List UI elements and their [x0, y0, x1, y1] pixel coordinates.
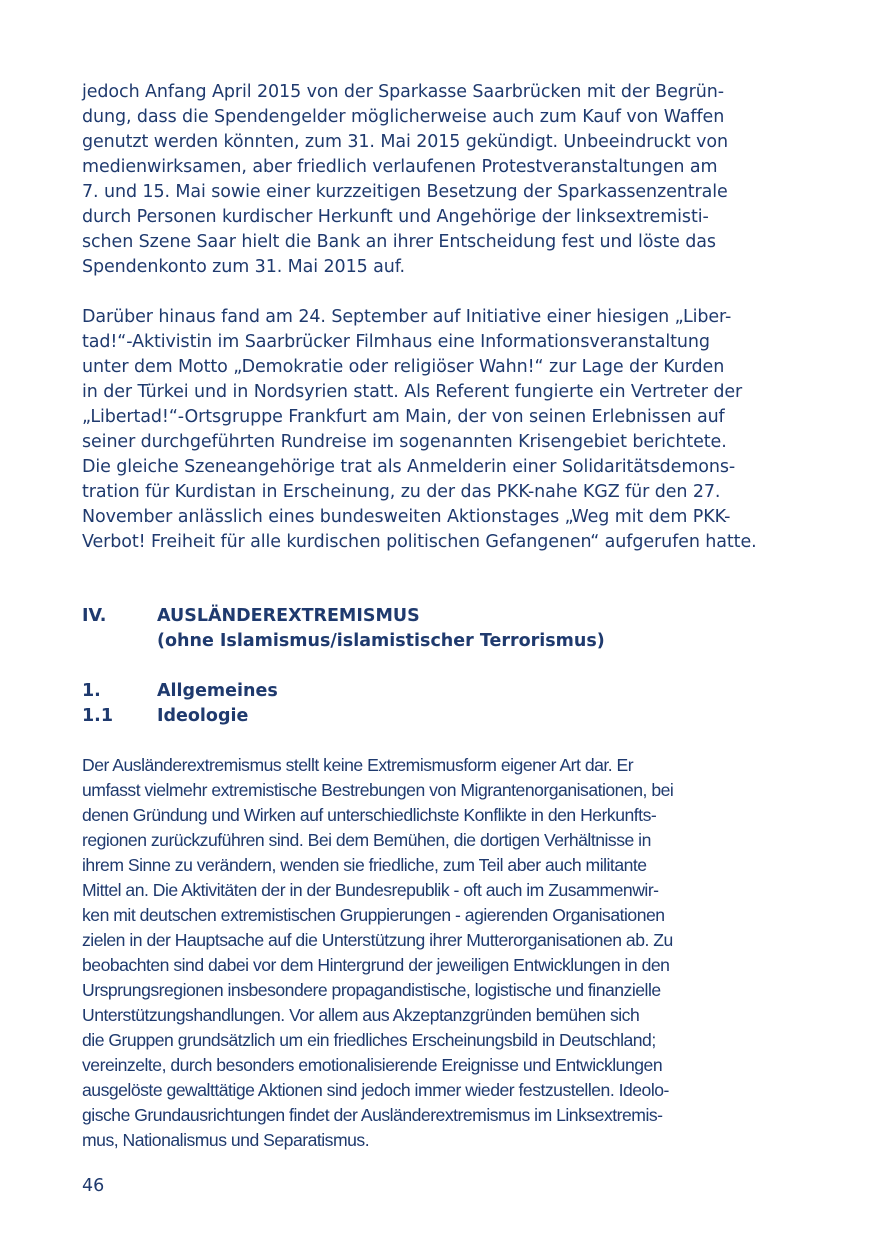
body-paragraph-1 — [82, 80, 728, 280]
body-paragraph-3 — [82, 753, 673, 1153]
text-line: ausgelöste gewalttätige Aktionen sind jedoch immer wieder festzustellen. Ideolo- — [82, 1080, 669, 1100]
section-heading — [82, 604, 420, 629]
subheading-number: 1.1 — [82, 706, 114, 726]
text-line: genutzt werden könnten, zum 31. Mai 2015 gekündigt. Unbeeindruckt von — [82, 132, 728, 152]
subheading-number: 1. — [82, 681, 101, 701]
text-line: Spendenkonto zum 31. Mai 2015 auf. — [82, 257, 405, 277]
subheading-title: Ideologie — [157, 706, 249, 726]
text-line: „Libertad!“-Ortsgruppe Frankfurt am Main, der von seinen Erlebnissen auf — [82, 407, 725, 427]
text-line: 7. und 15. Mai sowie einer kurzzeitigen Besetzung der Sparkassenzentrale — [82, 182, 728, 202]
text-line: Ursprungsregionen insbesondere propagandistische, logistische und finanzielle — [82, 980, 661, 1000]
text-line: die Gruppen grundsätzlich um ein friedliches Erscheinungsbild in Deutschland; — [82, 1030, 656, 1050]
text-line: schen Szene Saar hielt die Bank an ihrer Entscheidung fest und löste das — [82, 232, 716, 252]
text-line: durch Personen kurdischer Herkunft und Angehörige der linksextremisti- — [82, 207, 709, 227]
text-line: November anlässlich eines bundesweiten Aktionstages „Weg mit dem PKK- — [82, 507, 731, 527]
body-paragraph-2 — [82, 305, 757, 555]
text-line: dung, dass die Spendengelder möglicherweise auch zum Kauf von Waffen — [82, 107, 725, 127]
text-line: ken mit deutschen extremistischen Gruppierungen - agierenden Organisationen — [82, 905, 665, 925]
text-line: umfasst vielmehr extremistische Bestrebungen von Migrantenorganisationen, bei — [82, 780, 674, 800]
text-line: zielen in der Hauptsache auf die Unterstützung ihrer Mutterorganisationen ab. Zu — [82, 930, 673, 950]
text-line: Mittel an. Die Aktivitäten der in der Bundesrepublik - oft auch im Zusammenwir- — [82, 880, 659, 900]
text-line: Unterstützungshandlungen. Vor allem aus Akzeptanzgründen bemühen sich — [82, 1005, 640, 1025]
text-line: vereinzelte, durch besonders emotionalisierende Ereignisse und Entwicklungen — [82, 1055, 663, 1075]
subheading-ideologie — [82, 704, 248, 729]
text-line: Der Ausländerextremismus stellt keine Extremismusform eigener Art dar. Er — [82, 755, 634, 775]
text-line: regionen zurückzuführen sind. Bei dem Bemühen, die dortigen Verhältnisse in — [82, 830, 651, 850]
text-line: Verbot! Freiheit für alle kurdischen politischen Gefangenen“ aufgerufen hatte. — [82, 532, 757, 552]
text-line: gische Grundausrichtungen findet der Ausländerextremismus im Linksextremis- — [82, 1105, 663, 1125]
text-line: ihrem Sinne zu verändern, wenden sie friedliche, zum Teil aber auch militante — [82, 855, 647, 875]
section-subtitle-row — [82, 629, 605, 654]
text-line: Darüber hinaus fand am 24. September auf Initiative einer hiesigen „Liber- — [82, 307, 732, 327]
text-line: beobachten sind dabei vor dem Hintergrund der jeweiligen Entwicklungen in den — [82, 955, 670, 975]
subheading-title: Allgemeines — [157, 681, 278, 701]
text-line: seiner durchgeführten Rundreise im sogenannten Krisengebiet berichtete. — [82, 432, 727, 452]
text-line: tad!“-Aktivistin im Saarbrücker Filmhaus eine Informationsveranstaltung — [82, 332, 710, 352]
text-line: denen Gründung und Wirken auf unterschiedlichste Konflikte in den Herkunfts- — [82, 805, 657, 825]
page-number: 46 — [82, 1176, 105, 1196]
subheading-allgemeines — [82, 679, 278, 704]
section-number: IV. — [82, 606, 107, 626]
text-line: tration für Kurdistan in Erscheinung, zu der das PKK-nahe KGZ für den 27. — [82, 482, 721, 502]
text-line: medienwirksamen, aber friedlich verlaufenen Protestveranstaltungen am — [82, 157, 718, 177]
text-line: Die gleiche Szeneangehörige trat als Anmelderin einer Solidaritätsdemons- — [82, 457, 736, 477]
text-line: mus, Nationalismus und Separatismus. — [82, 1130, 370, 1150]
text-line: unter dem Motto „Demokratie oder religiöser Wahn!“ zur Lage der Kurden — [82, 357, 725, 377]
text-line: jedoch Anfang April 2015 von der Sparkasse Saarbrücken mit der Begrün- — [82, 82, 724, 102]
text-line: in der Türkei und in Nordsyrien statt. Als Referent fungierte ein Vertreter der — [82, 382, 743, 402]
section-subtitle: (ohne Islamismus/islamistischer Terrorismus) — [157, 631, 605, 651]
section-title: AUSLÄNDEREXTREMISMUS — [157, 606, 420, 626]
